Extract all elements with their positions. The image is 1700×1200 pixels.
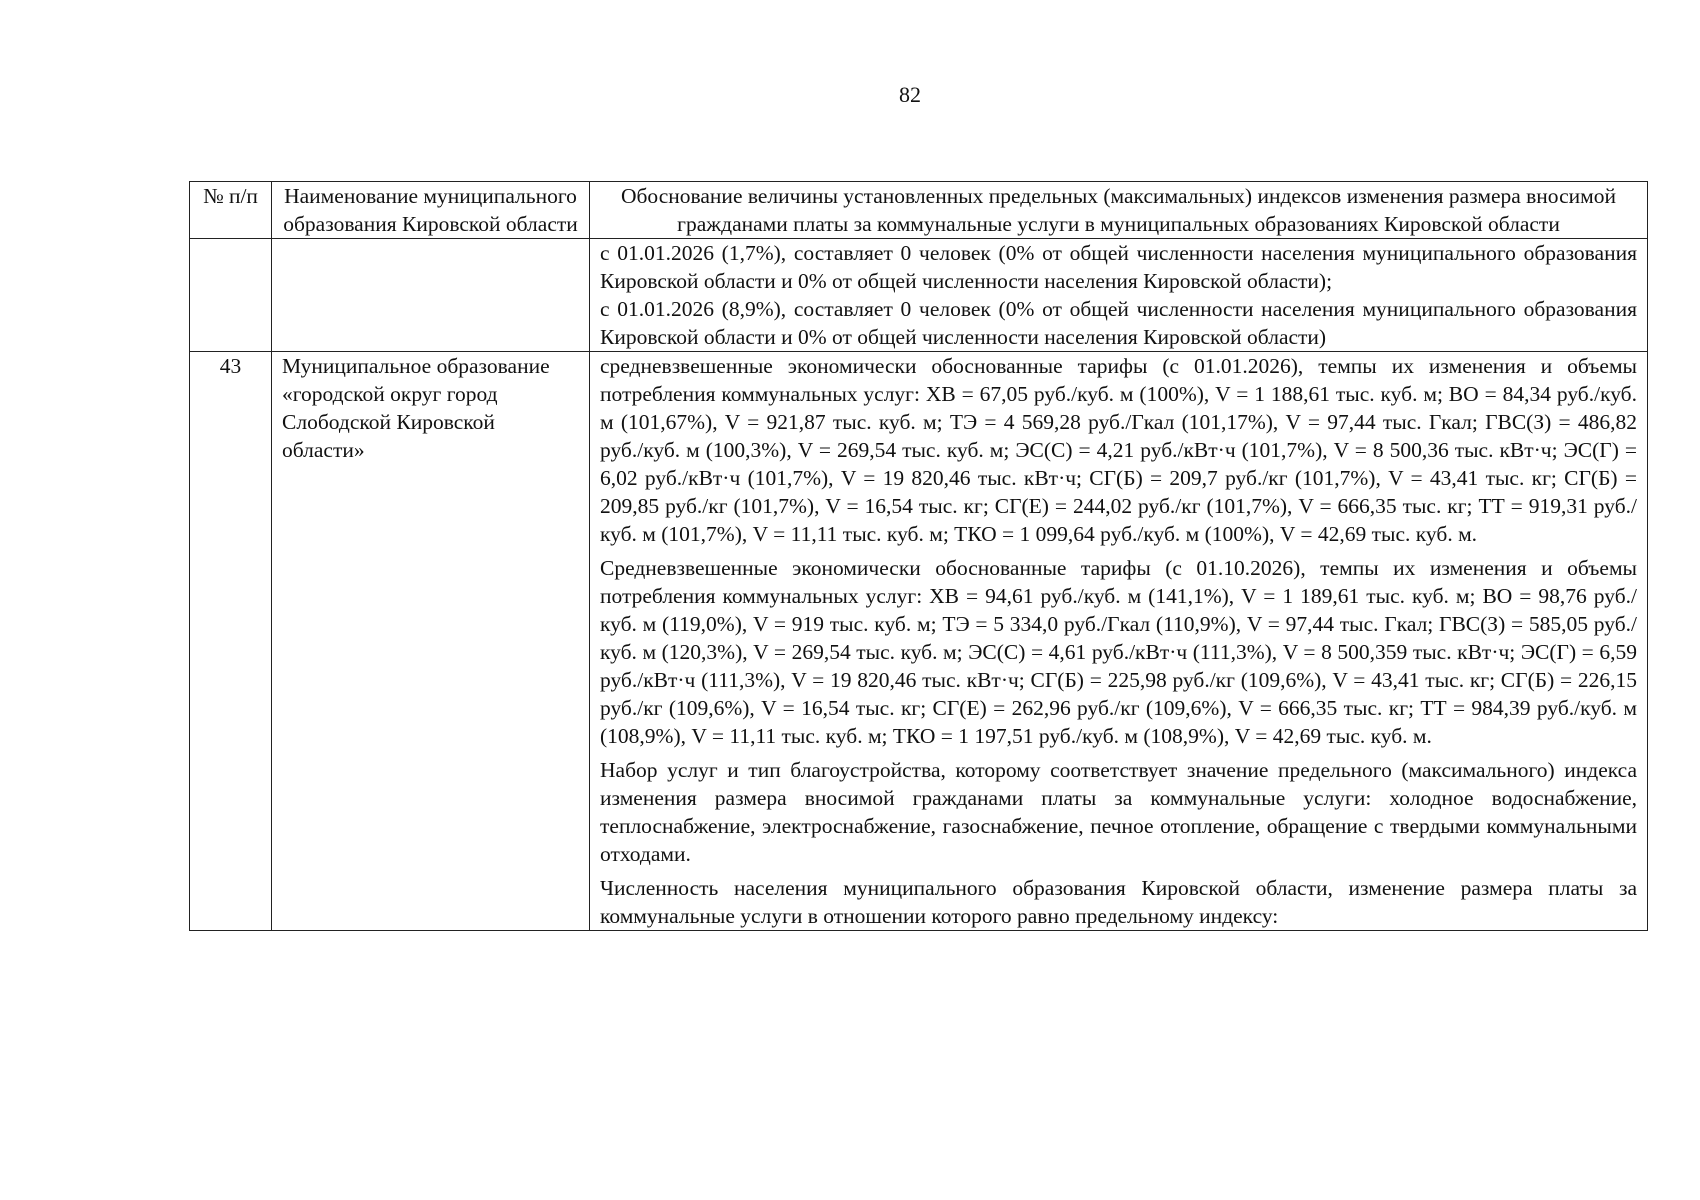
table-row (190, 239, 1648, 352)
header-municipality-name: Наименование муниципального образования Кировской области (272, 182, 590, 239)
municipality-name (272, 239, 590, 352)
table-header (190, 182, 1648, 239)
row-number (190, 239, 272, 352)
basis-paragraph: с 01.01.2026 (1,7%), составляет 0 человек (0% от общей численности населения муниципального образования Кировской области и 0% от общей численности населения Кировской области); (600, 241, 1637, 293)
basis-paragraph: Средневзвешенные экономически обоснованные тарифы (с 01.10.2026), темпы их изменения и объемы потребления коммунальных услуг: ХВ = 94,61 руб./куб. м (141,1%), V = 1 189,61 тыс. куб. м; ВО = 98,76 руб./куб. м (119,0%), V = 919 тыс. куб. м; ТЭ = 5 334,0 руб./Гкал (110,9%), V = 97,44 тыс. Гкал; ГВС(З) = 585,05 руб./куб. м (120,3%), V = 269,54 тыс. куб. м; ЭС(С) = 4,61 руб./кВт·ч (111,3%), V = 8 500,359 тыс. кВт·ч; ЭС(Г) = 6,59 руб./кВт·ч (111,3%), V = 19 820,46 тыс. кВт·ч; СГ(Б) = 225,98 руб./кг (109,6%), V = 43,41 тыс. кг; СГ(Б) = 226,15 руб./кг (109,6%), V = 16,54 тыс. кг; СГ(Е) = 262,96 руб./кг (109,6%), V = 666,35 тыс. кг; ТТ = 984,39 руб./куб. м (108,9%), V = 11,11 тыс. куб. м; ТКО = 1 197,51 руб./куб. м (108,9%), V = 42,69 тыс. куб. м. (600, 556, 1637, 748)
page-number: 82 (899, 82, 921, 107)
basis-text (590, 352, 1648, 931)
header-number: № п/п (190, 182, 272, 239)
table-row (190, 352, 1648, 931)
basis-text (590, 239, 1648, 352)
municipality-name: Муниципальное образование «городской округ город Слободской Кировской области» (272, 352, 590, 931)
basis-paragraph: Набор услуг и тип благоустройства, которому соответствует значение предельного (максимального) индекса изменения размера вносимой гражданами платы за коммунальные услуги: холодное водоснабжение, теплоснабжение, электроснабжение, газоснабжение, печное отопление, обращение с твердыми коммунальными отходами. (600, 758, 1637, 866)
basis-paragraph: Численность населения муниципального образования Кировской области, изменение размера платы за коммунальные услуги в отношении которого равно предельному индексу: (600, 876, 1637, 928)
tariff-index-table (189, 181, 1648, 931)
basis-paragraph: с 01.01.2026 (8,9%), составляет 0 человек (0% от общей численности населения муниципального образования Кировской области и 0% от общей численности населения Кировской области) (600, 297, 1637, 349)
row-number: 43 (190, 352, 272, 931)
basis-paragraph: средневзвешенные экономически обоснованные тарифы (с 01.01.2026), темпы их изменения и объемы потребления коммунальных услуг: ХВ = 67,05 руб./куб. м (100%), V = 1 188,61 тыс. куб. м; ВО = 84,34 руб./куб. м (101,67%), V = 921,87 тыс. куб. м; ТЭ = 4 569,28 руб./Гкал (101,17%), V = 97,44 тыс. Гкал; ГВС(З) = 486,82 руб./куб. м (100,3%), V = 269,54 тыс. куб. м; ЭС(С) = 4,21 руб./кВт·ч (101,7%), V = 8 500,36 тыс. кВт·ч; ЭС(Г) = 6,02 руб./кВт·ч (101,7%), V = 19 820,46 тыс. кВт·ч; СГ(Б) = 209,7 руб./кг (101,7%), V = 43,41 тыс. кг; СГ(Б) = 209,85 руб./кг (101,7%), V = 16,54 тыс. кг; СГ(Е) = 244,02 руб./кг (101,7%), V = 666,35 тыс. кг; ТТ = 919,31 руб./куб. м (101,7%), V = 11,11 тыс. куб. м; ТКО = 1 099,64 руб./куб. м (100%), V = 42,69 тыс. куб. м. (600, 354, 1637, 546)
header-row (190, 182, 1648, 239)
header-index-basis: Обоснование величины установленных предельных (максимальных) индексов изменения размера вносимой гражданами платы за коммунальные услуги в муниципальных образованиях Кировской области (590, 182, 1648, 239)
table-body (190, 239, 1648, 931)
